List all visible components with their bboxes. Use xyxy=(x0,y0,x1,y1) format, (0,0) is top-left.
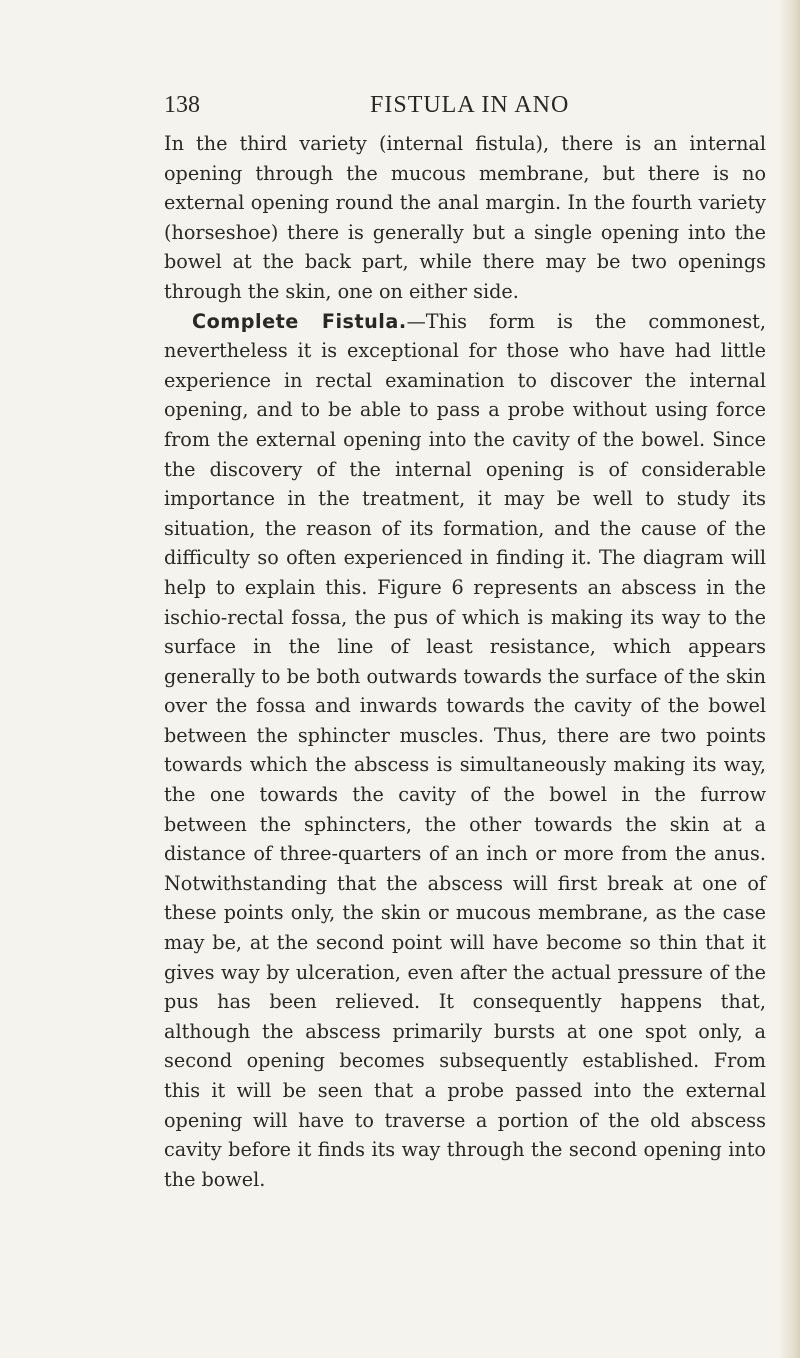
paragraph-complete-fistula xyxy=(164,307,766,1195)
page-number: 138 xyxy=(164,92,200,118)
paragraph-complete-fistula-text: —This form is the commonest, nevertheless it is exceptional for those who have had little experience in rectal examination to discover the internal opening, and to be able to pass a probe without using force from the external opening into the cavity of the bowel. Since the discovery of the internal opening is of considerable importance in the treatment, it may be well to study its situation, the reason of its formation, and the cause of the difficulty so often experienced in finding it. The diagram will help to explain this. Figure 6 represents an abscess in the ischio-rectal fossa, the pus of which is making its way to the surface in the line of least resistance, which appears generally to be both outwards towards the surface of the skin over the fossa and inwards towards the cavity of the bowel between the sphincter muscles. Thus, there are two points towards which the abscess is simultaneously making its way, the one towards the cavity of the bowel in the furrow between the sphincters, the other towards the skin at a distance of three-quarters of an inch or more from the anus. Notwithstanding that the abscess will first break at one of these points only, the skin or mucous membrane, as the case may be, at the second point will have become so thin that it gives way by ulceration, even after the actual pressure of the pus has been relieved. It consequently happens that, although the abscess primarily bursts at one spot only, a second opening becomes subsequently established. From this it will be seen that a probe passed into the external opening will have to traverse a portion of the old abscess cavity before it finds its way through the second opening into the bowel. xyxy=(164,309,766,1191)
paragraph-internal-fistula: In the third variety (internal fistula), there is an internal opening through the mucous membrane, but there is no external opening round the anal margin. In the fourth variety (horseshoe) there is generally but a single opening into the bowel at the back part, while there may be two openings through the skin, one on either side. xyxy=(164,132,766,303)
running-head xyxy=(0,86,800,126)
page-edge-shading xyxy=(778,0,800,1358)
section-heading-complete-fistula: Complete Fistula. xyxy=(192,309,407,333)
running-title: FISTULA IN ANO xyxy=(370,92,570,118)
body-text xyxy=(164,129,766,1194)
